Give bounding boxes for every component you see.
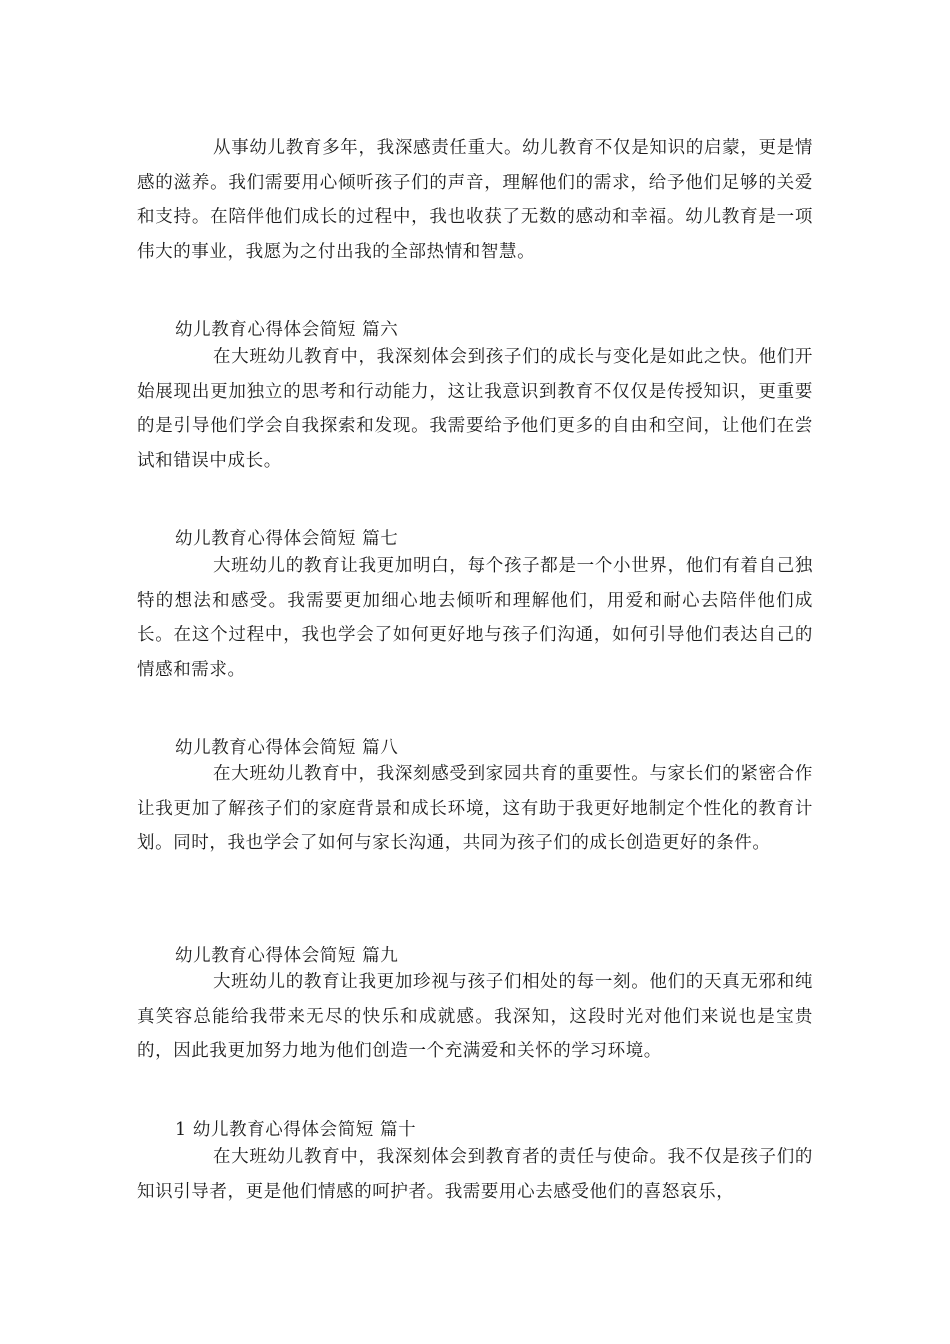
section-heading-10: 1 幼儿教育心得体会简短 篇十: [175, 1120, 417, 1140]
paragraph-section-8: 在大班幼儿教育中，我深刻感受到家园共育的重要性。与家长们的紧密合作让我更加了解孩子们的家庭背景和成长环境，这有助于我更好地制定个性化的教育计划。同时，我也学会了如何与家长沟通，共同为孩子们的成长创造更好的条件。: [137, 764, 813, 854]
paragraph-section-6: 在大班幼儿教育中，我深刻体会到孩子们的成长与变化是如此之快。他们开始展现出更加独立的思考和行动能力，这让我意识到教育不仅仅是传授知识，更重要的是引导他们学会自我探索和发现。我需要给予他们更多的自由和空间，让他们在尝试和错误中成长。: [137, 347, 813, 471]
section-heading-7: 幼儿教育心得体会简短 篇七: [175, 529, 399, 549]
paragraph-section-9: 大班幼儿的教育让我更加珍视与孩子们相处的每一刻。他们的天真无邪和纯真笑容总能给我带来无尽的快乐和成就感。我深知，这段时光对他们来说也是宝贵的，因此我更加努力地为他们创造一个充满爱和关怀的学习环境。: [137, 972, 813, 1062]
section-heading-8: 幼儿教育心得体会简短 篇八: [175, 738, 399, 758]
section-heading-9: 幼儿教育心得体会简短 篇九: [175, 946, 399, 966]
paragraph-section-7: 大班幼儿的教育让我更加明白，每个孩子都是一个小世界，他们有着自己独特的想法和感受。我需要更加细心地去倾听和理解他们，用爱和耐心去陪伴他们成长。在这个过程中，我也学会了如何更好地与孩子们沟通，如何引导他们表达自己的情感和需求。: [137, 556, 813, 680]
paragraph-intro: 从事幼儿教育多年，我深感责任重大。幼儿教育不仅是知识的启蒙，更是情感的滋养。我们需要用心倾听孩子们的声音，理解他们的需求，给予他们足够的关爱和支持。在陪伴他们成长的过程中，我也收获了无数的感动和幸福。幼儿教育是一项伟大的事业，我愿为之付出我的全部热情和智慧。: [137, 138, 813, 262]
paragraph-section-10: 在大班幼儿教育中，我深刻体会到教育者的责任与使命。我不仅是孩子们的知识引导者，更是他们情感的呵护者。我需要用心去感受他们的喜怒哀乐，: [137, 1147, 813, 1202]
section-heading-6: 幼儿教育心得体会简短 篇六: [175, 320, 399, 340]
